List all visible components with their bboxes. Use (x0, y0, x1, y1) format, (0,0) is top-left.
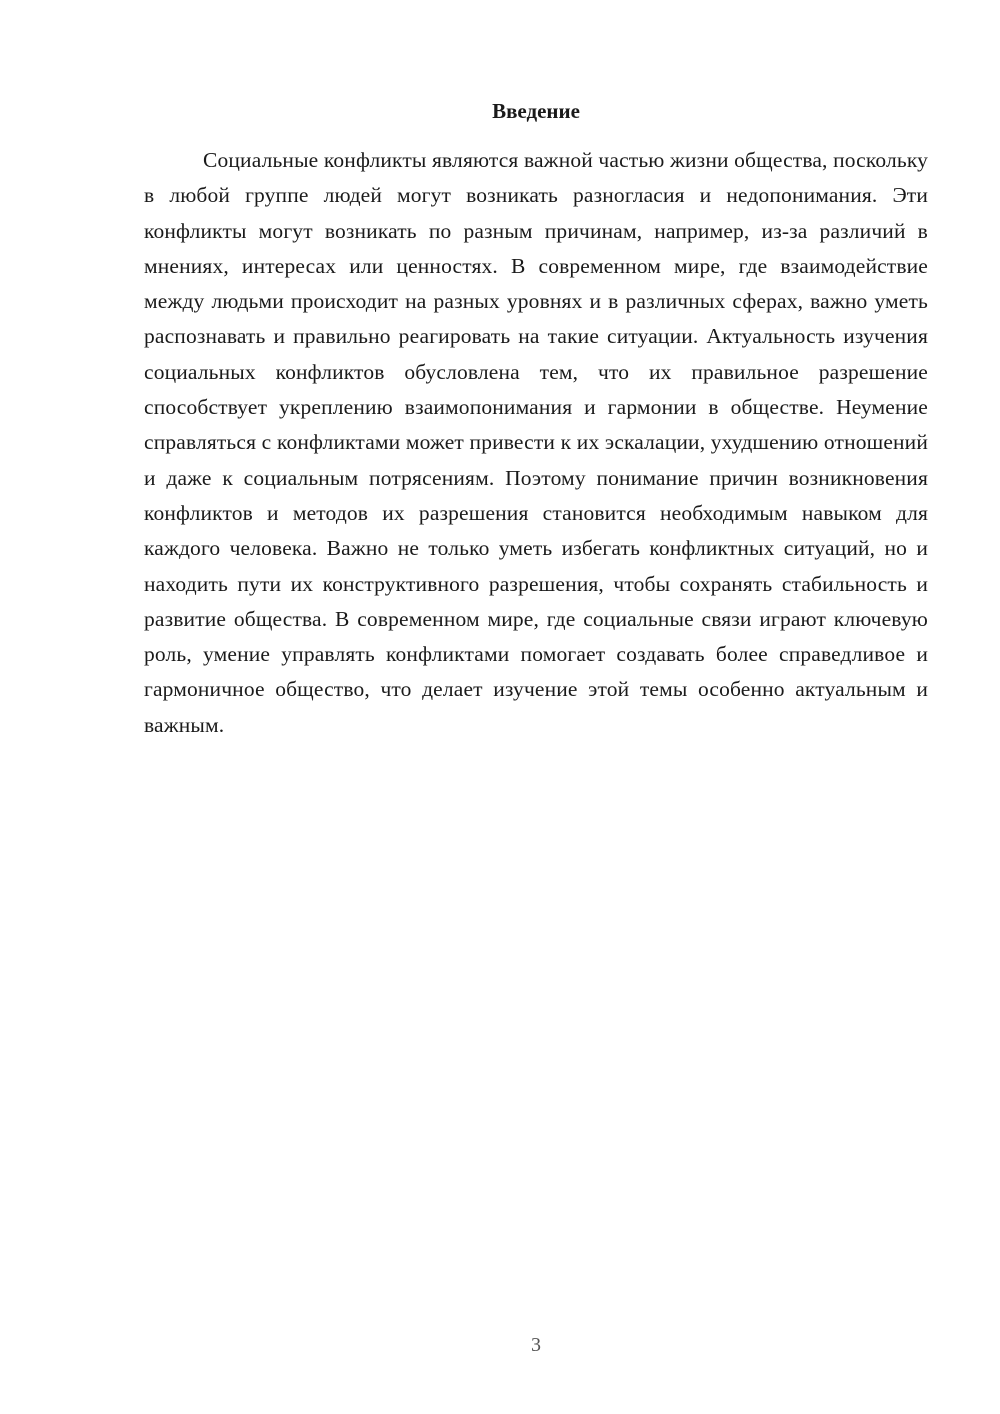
body-paragraph: Социальные конфликты являются важной частью жизни общества, поскольку в любой группе людей могут возникать разногласия и недопонимания. Эти конфликты могут возникать по разным причинам, например, из-за различий в мнениях, интересах или ценностях. В современном мире, где взаимодействие между людьми происходит на разных уровнях и в различных сферах, важно уметь распознавать и правильно реагировать на такие ситуации. Актуальность изучения социальных конфликтов обусловлена тем, что их правильное разрешение способствует укреплению взаимопонимания и гармонии в обществе. Неумение справляться с конфликтами может привести к их эскалации, ухудшению отношений и даже к социальным потрясениям. Поэтому понимание причин возникновения конфликтов и методов их разрешения становится необходимым навыком для каждого человека. Важно не только уметь избегать конфликтных ситуаций, но и находить пути их конструктивного разрешения, чтобы сохранять стабильность и развитие общества. В современном мире, где социальные связи играют ключевую роль, умение управлять конфликтами помогает создавать более справедливое и гармоничное общество, что делает изучение этой темы особенно актуальным и важным. (144, 148, 929, 737)
page-number: 3 (531, 1334, 541, 1356)
section-title: Введение (492, 99, 580, 123)
